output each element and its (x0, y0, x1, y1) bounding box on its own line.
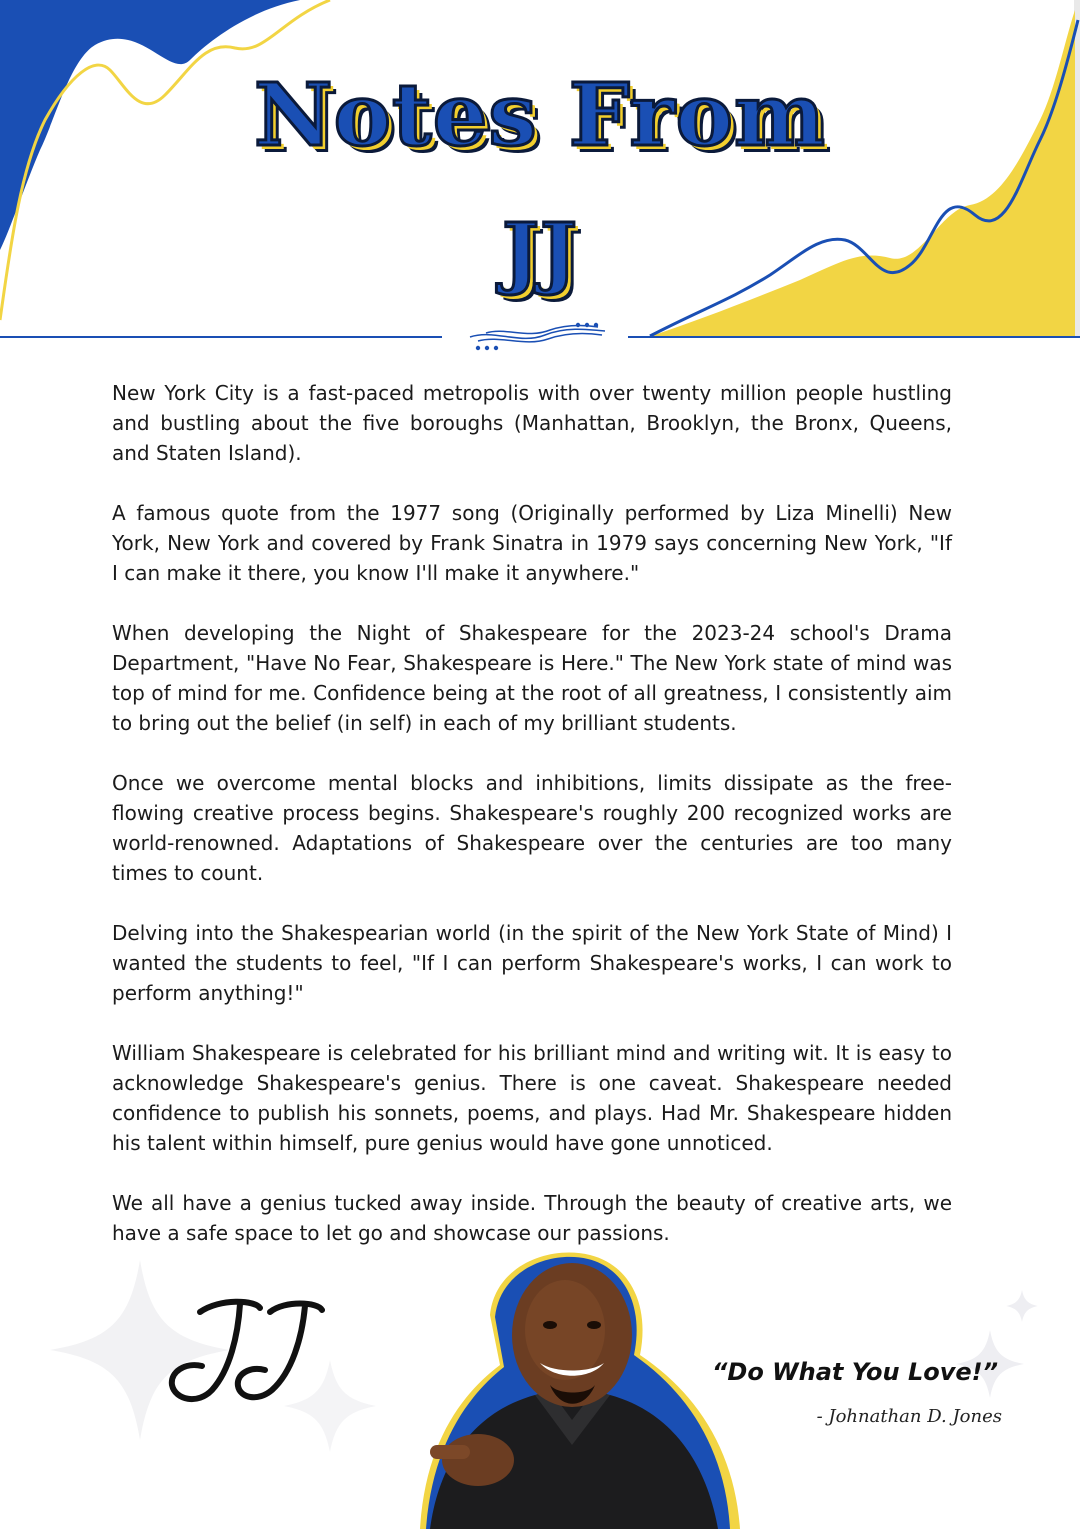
paragraph: Once we overcome mental blocks and inhibitions, limits dissipate as the free-flowing creative process begins. Shakespeare's roughly 200 recognized works are world-renowned. Adaptations of Shakespeare over the centuries are too many times to count. (112, 771, 952, 885)
pointing-finger (430, 1445, 470, 1459)
motto-quote: “Do What You Love!” (711, 1358, 999, 1386)
left-eye (543, 1321, 557, 1329)
signature-jj (160, 1290, 330, 1410)
paragraph: We all have a genius tucked away inside. Through the beauty of creative arts, we have a safe space to let go and showcase our passions. (112, 1191, 952, 1245)
pointing-hand (442, 1434, 514, 1486)
right-eye (587, 1321, 601, 1329)
paragraph: When developing the Night of Shakespeare for the 2023-24 school's Drama Department, "Have No Fear, Shakespeare is Here." The New York state of mind was top of mind for me. Confidence being at the root of all greatness, I consistently aim to bring out the belief (in self) in each of my brilliant students. (112, 621, 952, 735)
paragraph: A famous quote from the 1977 song (Originally performed by Liza Minelli) New York, New York and covered by Frank Sinatra in 1979 says concerning New York, "If I can make it there, you know I'll make it anywhere." (112, 501, 952, 585)
sparkle-icon (1006, 1290, 1038, 1322)
letter-body (112, 378, 952, 1278)
quote-attribution: - Johnathan D. Jones (816, 1406, 1002, 1427)
divider-dots (476, 323, 598, 350)
title-line-2: JJ (502, 207, 578, 298)
title-line-1: Notes From (254, 65, 826, 166)
portrait-photo (400, 1245, 740, 1529)
paragraph: Delving into the Shakespearian world (in the spirit of the New York State of Mind) I wanted the students to feel, "If I can perform Shakespeare's works, I can work to perform anything!" (112, 921, 952, 1005)
face-highlight (525, 1280, 605, 1380)
paragraph: William Shakespeare is celebrated for his brilliant mind and writing wit. It is easy to acknowledge Shakespeare's genius. There is one caveat. Shakespeare needed confidence to publish his sonnets, poems, and plays. Had Mr. Shakespeare hidden his talent within himself, pure genius would have gone unnoticed. (112, 1041, 952, 1155)
header-divider (0, 315, 1080, 355)
paragraph: New York City is a fast-paced metropolis with over twenty million people hustling and bustling about the five boroughs (Manhattan, Brooklyn, the Bronx, Queens, and Staten Island). (112, 381, 952, 465)
divider-ornament (470, 325, 605, 341)
